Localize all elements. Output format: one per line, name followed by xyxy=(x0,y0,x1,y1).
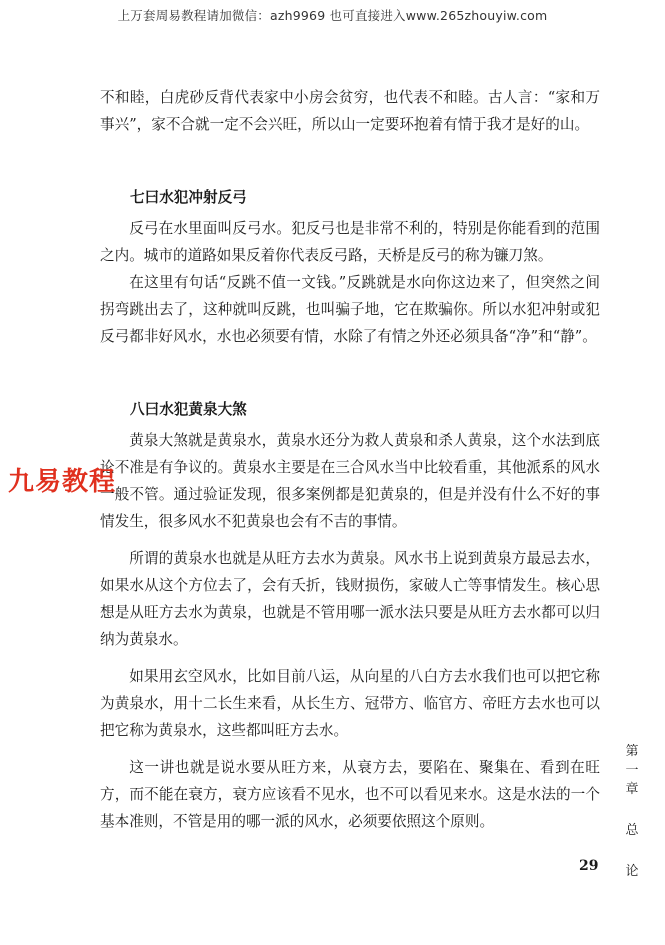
section-8-title: 八曰水犯黄泉大煞 xyxy=(130,401,247,418)
watermark-logo: 九易教程 xyxy=(8,467,117,497)
section-8-paragraph-1: 黄泉大煞就是黄泉水，黄泉水还分为救人黄泉和杀人黄泉，这个水法到底论不准是有争议的。黄泉水主要是在三合风水当中比较看重，其他派系的风水一般不管。通过验证发现，很多案例都是犯黄泉的，但是并没有什么不好的事情发生，很多风水不犯黄泉也会有不吉的事情。 xyxy=(100,432,600,530)
section-7-title: 七曰水犯冲射反弓 xyxy=(130,189,247,206)
chapter-char: 一 xyxy=(625,763,639,778)
page-number: 29 xyxy=(579,858,599,874)
section-char: 总 xyxy=(625,823,639,838)
section-char: 论 xyxy=(625,864,639,879)
intro-paragraph: 不和睦，白虎砂反背代表家中小房会贫穷，也代表不和睦。古人言：“家和万事兴”，家不合就一定不会兴旺，所以山一定要环抱着有情于我才是好的山。 xyxy=(100,89,600,133)
section-8-paragraph-4: 这一讲也就是说水要从旺方来，从衰方去，要陷在、聚集在、看到在旺方，而不能在衰方，衰方应该看不见水，也不可以看见来水。这是水法的一个基本准则，不管是用的哪一派的风水，必须要依照这个原则。 xyxy=(100,759,600,830)
section-8-paragraph-2: 所谓的黄泉水也就是从旺方去水为黄泉。风水书上说到黄泉方最忌去水，如果水从这个方位去了，会有夭折，钱财损伤，家破人亡等事情发生。核心思想是从旺方去水为黄泉，也就是不管用哪一派水法只要是从旺方去水都可以归纳为黄泉水。 xyxy=(100,550,600,648)
chapter-char: 章 xyxy=(625,782,639,797)
chapter-char: 第 xyxy=(625,744,639,759)
page-body xyxy=(100,84,600,835)
section-7-paragraph-2: 在这里有句话“反跳不值一文钱。”反跳就是水向你这边来了，但突然之间拐弯跳出去了，这种就叫反跳，也叫骗子地，它在欺骗你。所以水犯冲射或犯反弓都非好风水，水也必须要有情，水除了有情之外还必须具备“净”和“静”。 xyxy=(100,274,600,345)
section-7-paragraph-1: 反弓在水里面叫反弓水。犯反弓也是非常不利的，特别是你能看到的范围之内。城市的道路如果反着你代表反弓路，天桥是反弓的称为镰刀煞。 xyxy=(100,220,600,264)
header-watermark: 上万套周易教程请加微信：azh9969 也可直接进入www.265zhouyiw.com xyxy=(117,8,548,23)
chapter-side-label xyxy=(621,742,643,881)
section-8-paragraph-3: 如果用玄空风水，比如目前八运，从向星的八白方去水我们也可以把它称为黄泉水，用十二长生来看，从长生方、冠带方、临官方、帝旺方去水也可以把它称为黄泉水，这些都叫旺方去水。 xyxy=(100,668,600,739)
